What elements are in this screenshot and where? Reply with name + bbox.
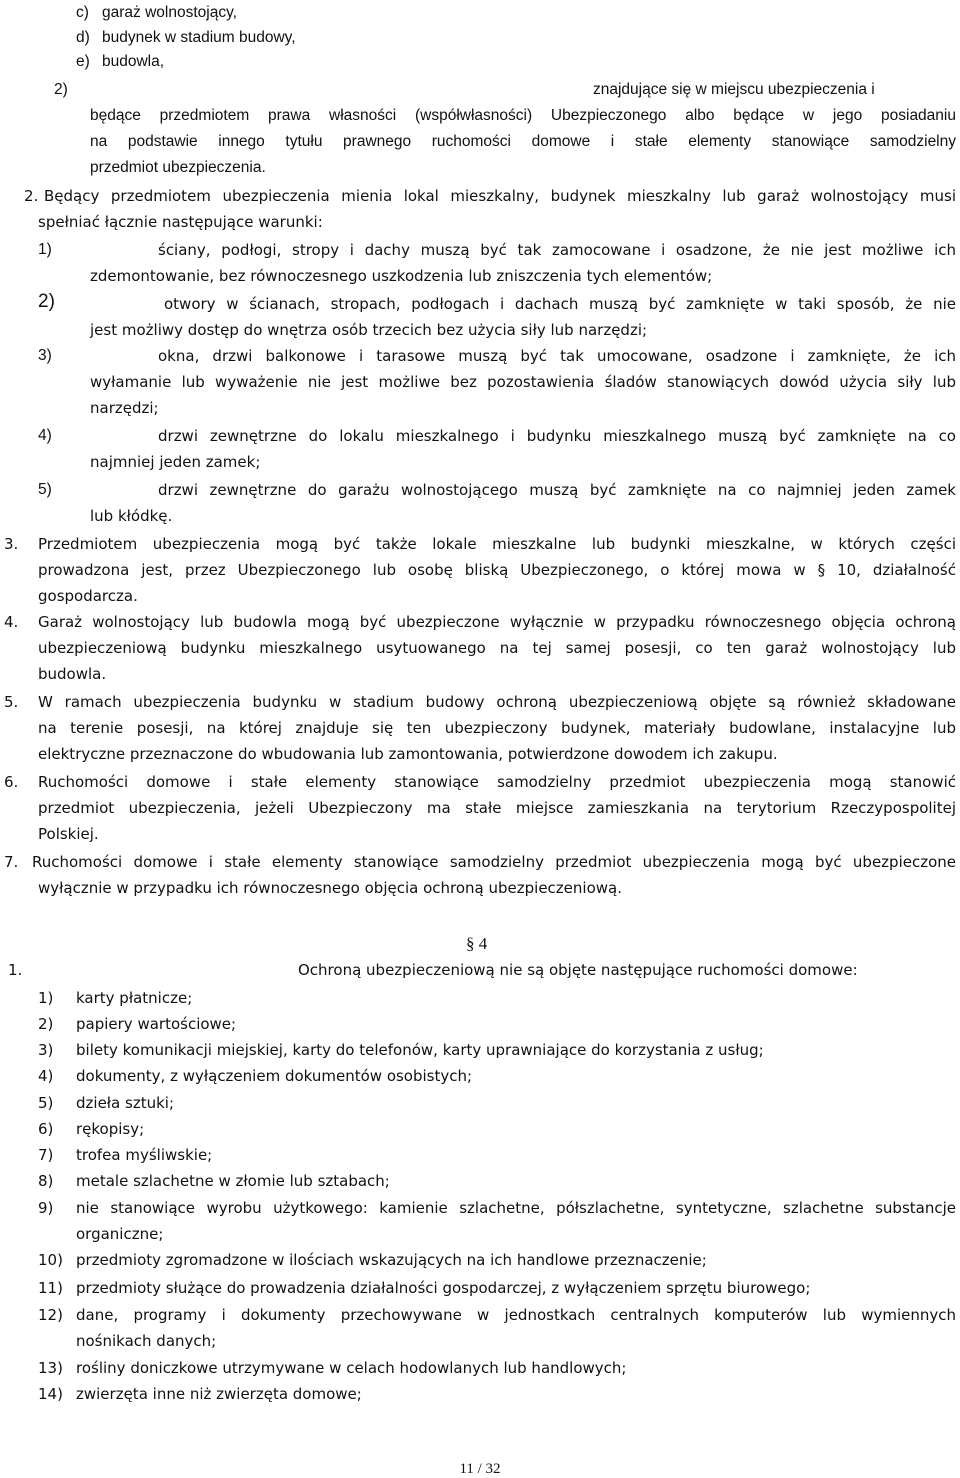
list-marker: c): [76, 4, 89, 21]
list-item-text: karty płatnicze;: [76, 989, 193, 1007]
paragraph-line: ubezpieczeniową budynku mieszkalnego usytuowanego na tej samej posesji, co ten garaż wolnostojący lub: [38, 639, 956, 657]
list-marker: e): [76, 53, 90, 70]
list-item-text: najmniej jeden zamek;: [90, 453, 261, 471]
paragraph-number: 7.: [4, 853, 19, 871]
list-item-text: lub kłódkę.: [90, 507, 173, 525]
list-marker: 1): [38, 989, 54, 1007]
list-item-text: jest możliwy dostęp do wnętrza osób trzecich bez użycia siły lub narzędzi;: [90, 321, 648, 339]
paragraph-line: przedmiot ubezpieczenia.: [90, 159, 266, 176]
paragraph-number: 3.: [4, 535, 19, 553]
paragraph-line: elektryczne przeznaczone do wbudowania lub zamontowania, potwierdzone dowodem ich zakupu.: [38, 745, 778, 763]
list-marker: d): [76, 29, 90, 46]
paragraph-line: przedmiot ubezpieczenia, jeżeli Ubezpieczony ma stałe miejsce zamieszkania na terytorium Rzeczypospolitej: [38, 799, 956, 817]
list-marker: 2): [38, 291, 55, 312]
paragraph-number: 1.: [8, 961, 23, 979]
list-item-text: trofea myśliwskie;: [76, 1146, 213, 1164]
list-item-text: drzwi zewnętrzne do garażu wolnostojącego muszą być zamknięte na co najmniej jeden zamek: [158, 481, 956, 499]
paragraph-line: gospodarcza.: [38, 587, 138, 605]
list-item-text: bilety komunikacji miejskiej, karty do telefonów, karty uprawniające do korzystania z usług;: [76, 1041, 764, 1059]
list-item-text: ściany, podłogi, stropy i dachy muszą być tak zamocowane i osadzone, że nie jest możliwe ich: [158, 241, 956, 259]
list-item-text: wyłamanie lub wyważenie nie jest możliwe bez pozostawienia śladów stanowiących dowód użycia siły lub: [90, 373, 956, 391]
list-marker: 12): [38, 1306, 63, 1324]
paragraph-line: Ochroną ubezpieczeniową nie są objęte następujące ruchomości domowe:: [298, 961, 858, 979]
list-item-text: rośliny doniczkowe utrzymywane w celach hodowlanych lub handlowych;: [76, 1359, 627, 1377]
list-item-text: nośnikach danych;: [76, 1332, 217, 1350]
list-marker: 8): [38, 1172, 54, 1190]
list-marker: 7): [38, 1146, 54, 1164]
list-item-text: metale szlachetne w złomie lub sztabach;: [76, 1172, 390, 1190]
paragraph-number: 4.: [4, 613, 19, 631]
paragraph-line: Garaż wolnostojący lub budowla mogą być ubezpieczone wyłącznie w przypadku równoczesnego objęcia ochroną: [38, 613, 956, 631]
paragraph-line: Ruchomości domowe i stałe elementy stanowiące samodzielny przedmiot ubezpieczenia mogą być ubezpieczone: [32, 853, 956, 871]
paragraph-line: Przedmiotem ubezpieczenia mogą być także lokale mieszkalne lub budynki mieszkalne, w których części: [38, 535, 956, 553]
paragraph-number: 6.: [4, 773, 19, 791]
section-heading: § 4: [466, 934, 488, 953]
list-item-text: organiczne;: [76, 1225, 164, 1243]
paragraph-line: na podstawie innego tytułu prawnego ruchomości domowe i stałe elementy stanowiące samodzielny: [90, 133, 956, 150]
paragraph-line: znajdujące się w miejscu ubezpieczenia i: [593, 81, 875, 98]
list-marker: 3): [38, 347, 52, 364]
list-marker: 2): [54, 81, 68, 98]
list-item-text: nie stanowiące wyrobu użytkowego: kamienie szlachetne, półszlachetne, syntetyczne, szlachetne substancje: [76, 1199, 956, 1217]
list-item-text: przedmioty służące do prowadzenia działalności gospodarczej, z wyłączeniem sprzętu biurowego;: [76, 1279, 811, 1297]
paragraph-line: będące przedmiotem prawa własności (współwłasności) Ubezpieczonego albo będące w jego posiadaniu: [90, 107, 956, 124]
paragraph-number: 5.: [4, 693, 19, 711]
paragraph-line: budowla.: [38, 665, 107, 683]
list-item-text: papiery wartościowe;: [76, 1015, 237, 1033]
list-item-text: drzwi zewnętrzne do lokalu mieszkalnego i budynku mieszkalnego muszą być zamknięte na co: [158, 427, 956, 445]
paragraph-number: 2.: [24, 187, 39, 205]
list-marker: 9): [38, 1199, 54, 1217]
list-marker: 11): [38, 1279, 63, 1297]
list-item-text: otwory w ścianach, stropach, podłogach i dachach muszą być zamknięte w taki sposób, że nie: [164, 295, 956, 313]
list-item-text: zwierzęta inne niż zwierzęta domowe;: [76, 1385, 362, 1403]
list-item-text: zdemontowanie, bez równoczesnego uszkodzenia lub zniszczenia tych elementów;: [90, 267, 713, 285]
paragraph-line: prowadzona jest, przez Ubezpieczonego lub osobę bliską Ubezpieczonego, o której mowa w § 10, działalność: [38, 561, 956, 579]
list-item-text: dokumenty, z wyłączeniem dokumentów osobistych;: [76, 1067, 473, 1085]
list-marker: 5): [38, 1094, 54, 1112]
list-item-text: przedmioty zgromadzone w ilościach wskazujących na ich handlowe przeznaczenie;: [76, 1251, 707, 1269]
list-marker: 10): [38, 1251, 63, 1269]
list-marker: 13): [38, 1359, 63, 1377]
list-item-text: okna, drzwi balkonowe i tarasowe muszą być tak umocowane, osadzone i zamknięte, że ich: [158, 347, 956, 365]
list-marker: 3): [38, 1041, 54, 1059]
paragraph-line: Polskiej.: [38, 825, 99, 843]
list-item-text: dane, programy i dokumenty przechowywane w jednostkach centralnych komputerów lub wymiennych: [76, 1306, 956, 1324]
page-number: 11 / 32: [459, 1461, 501, 1477]
list-marker: 2): [38, 1015, 54, 1033]
paragraph-line: Będący przedmiotem ubezpieczenia mienia lokal mieszkalny, budynek mieszkalny lub garaż wolnostojący musi: [44, 187, 956, 205]
list-marker: 4): [38, 1067, 54, 1085]
list-item-text: budynek w stadium budowy,: [102, 29, 296, 46]
paragraph-line: spełniać łącznie następujące warunki:: [38, 213, 323, 231]
list-marker: 4): [38, 427, 52, 444]
list-marker: 1): [38, 241, 52, 258]
list-marker: 6): [38, 1120, 54, 1138]
list-item-text: garaż wolnostojący,: [102, 4, 237, 21]
paragraph-line: W ramach ubezpieczenia budynku w stadium budowy ochroną ubezpieczeniową objęte są również składowane: [38, 693, 956, 711]
list-item-text: budowla,: [102, 53, 165, 70]
paragraph-line: na terenie posesji, na której znajduje się ten ubezpieczony budynek, materiały budowlane, instalacyjne lub: [38, 719, 956, 737]
list-item-text: dzieła sztuki;: [76, 1094, 174, 1112]
list-marker: 14): [38, 1385, 63, 1403]
list-item-text: narzędzi;: [90, 399, 159, 417]
list-marker: 5): [38, 481, 52, 498]
paragraph-line: wyłącznie w przypadku ich równoczesnego objęcia ochroną ubezpieczeniową.: [38, 879, 622, 897]
list-item-text: rękopisy;: [76, 1120, 145, 1138]
paragraph-line: Ruchomości domowe i stałe elementy stanowiące samodzielny przedmiot ubezpieczenia mogą stanowić: [38, 773, 956, 791]
